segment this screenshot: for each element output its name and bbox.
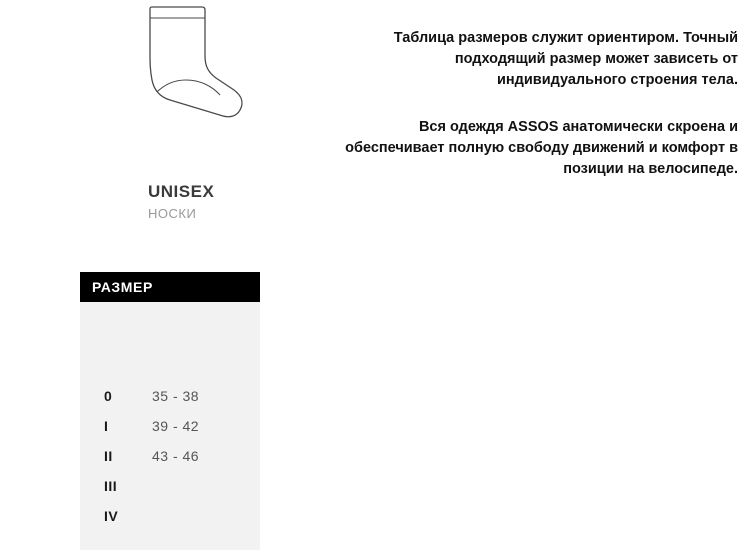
table-row [80, 442, 260, 470]
table-row [80, 472, 260, 500]
table-cell-value: 35 - 38 [152, 388, 200, 404]
table-cell-size: II [104, 448, 113, 464]
note-paragraph-sizing: Таблица размеров служит ориентиром. Точный подходящий размер может зависеть от индивидуального строения тела. [393, 30, 738, 88]
size-table-header: РАЗМЕР [80, 272, 260, 302]
table-row [80, 412, 260, 440]
table-row [80, 382, 260, 410]
table-cell-size: IV [104, 508, 119, 524]
table-cell-value: 43 - 46 [152, 448, 200, 464]
table-cell-value: 39 - 42 [152, 418, 200, 434]
table-cell-size: 0 [104, 388, 113, 404]
size-table [80, 272, 260, 550]
table-cell-size: I [104, 418, 109, 434]
size-table-body [80, 302, 260, 550]
table-row [80, 502, 260, 530]
product-title: UNISEX [148, 182, 215, 201]
table-cell-size: III [104, 478, 118, 494]
note-paragraph-fit: Вся одеждя ASSOS анатомически скроена и обеспечивает полную свободу движений и комфорт в позиции на велосипеде. [345, 119, 738, 177]
sock-illustration-icon [130, 4, 260, 124]
notes-block [330, 28, 738, 180]
product-subtitle: НОСКИ [148, 206, 197, 221]
